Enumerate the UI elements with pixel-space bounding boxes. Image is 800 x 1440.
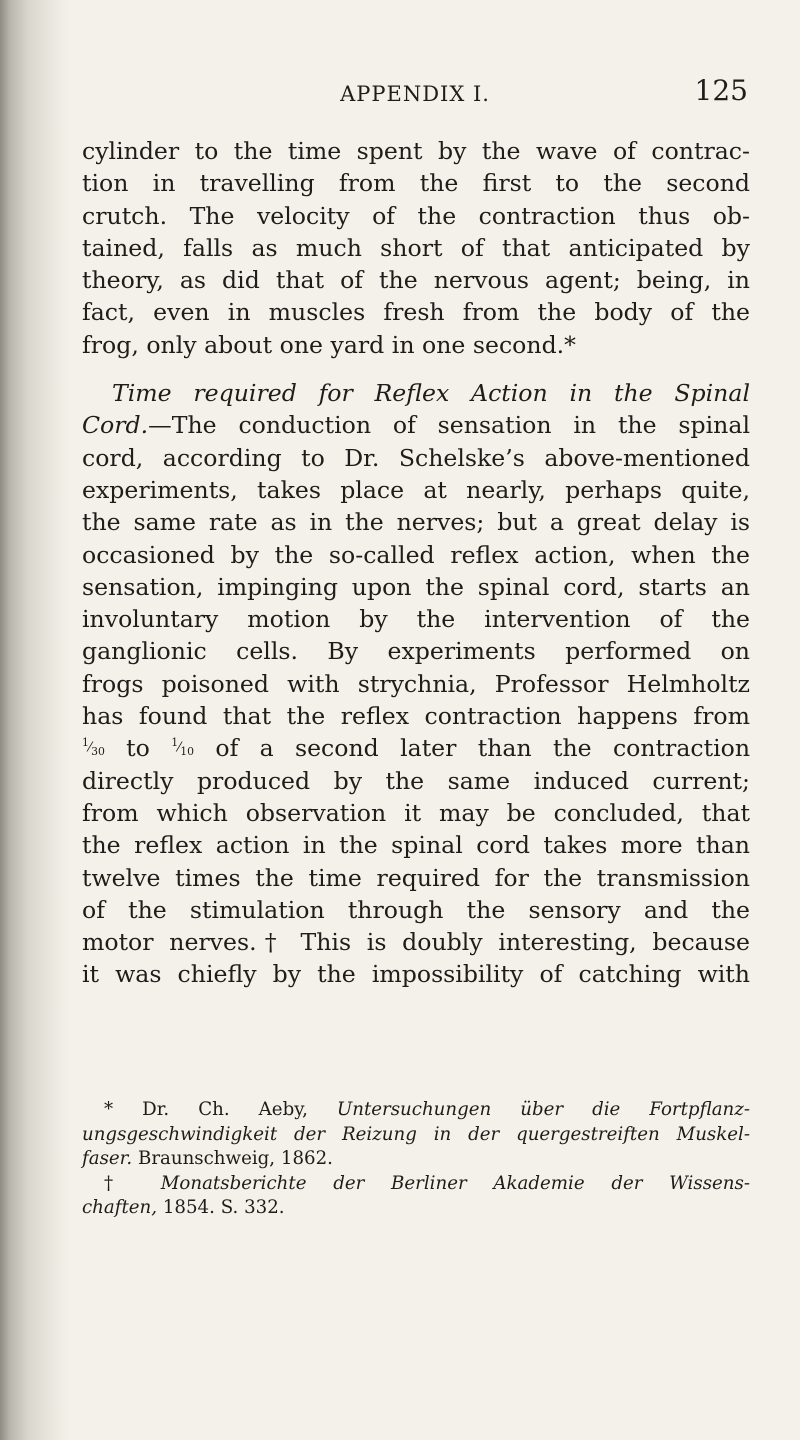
- footnote-1-author: * Dr. Ch. Aeby,: [104, 1099, 308, 1120]
- text-line: twelve times the time required for the transmission: [82, 863, 750, 892]
- text-line: [82, 409, 750, 441]
- text-line: occasioned by the so-called reflex action, when the: [82, 540, 750, 569]
- fraction-one-tenth: $^1⁄_{10}$: [171, 735, 195, 758]
- body-text: [82, 135, 750, 991]
- fraction-one-thirtieth: $^1⁄_{30}$: [82, 735, 105, 758]
- footnote-1-line-end: [82, 1147, 750, 1172]
- text-line: ganglionic cells. By experiments performed on: [82, 637, 750, 666]
- fraction-numerator: 1: [171, 735, 179, 749]
- text-line: cylinder to the time spent by the wave of contrac-: [82, 137, 750, 165]
- text-line-fraction: [82, 732, 750, 764]
- text-line: motor nerves.† This is doubly interesting, because: [82, 928, 750, 957]
- text-line: crutch. The velocity of the contraction thus ob-: [82, 201, 750, 230]
- footnote-1-imprint: Braunschweig, 1862.: [137, 1148, 333, 1169]
- text-line: frogs poisoned with strychnia, Professor Helmholtz: [82, 669, 750, 698]
- footnote-1-title-cont: ungsgeschwindigkeit der Reizung in der quergestreiften Muskel-: [82, 1123, 750, 1145]
- text-line: tion in travelling from the first to the second: [82, 169, 750, 198]
- footnote-2-mark: †: [104, 1172, 135, 1194]
- footnotes: [82, 1098, 750, 1221]
- text-line: has found that the reflex contraction happens from: [82, 702, 750, 731]
- paragraph-gap: [82, 361, 750, 377]
- text-line: of the stimulation through the sensory and the: [82, 895, 750, 924]
- footnote-1-line: [82, 1098, 750, 1123]
- section-heading-end: Cord.: [82, 411, 149, 440]
- text-line: directly produced by the same induced current;: [82, 766, 750, 795]
- footnote-1-title-end: faser.: [82, 1148, 133, 1169]
- fraction-denominator: 10: [180, 744, 195, 758]
- text-line: tained, falls as much short of that anticipated by: [82, 233, 750, 262]
- footnote-2-title: Monatsberichte der Berliner Akademie der Wissens-: [160, 1172, 750, 1194]
- footnote-1-title: Untersuchungen über die Fortpflanz-: [336, 1099, 750, 1120]
- footnote-2-line-end: [82, 1196, 750, 1221]
- text-line: theory, as did that of the nervous agent; being, in: [82, 266, 750, 295]
- running-head: [82, 74, 748, 114]
- text-line: involuntary motion by the intervention of the: [82, 605, 750, 634]
- text-line: frog, only about one yard in one second.*: [82, 330, 576, 359]
- fraction-numerator: 1: [82, 735, 89, 749]
- fraction-denominator: 30: [91, 744, 105, 758]
- page-number: 125: [694, 74, 748, 107]
- fraction-connector: to: [126, 734, 150, 763]
- text-line: experiments, takes place at nearly, perhaps quite,: [82, 475, 750, 504]
- text-line: cord, according to Dr. Schelske’s above-mentioned: [82, 443, 750, 472]
- text-line: sensation, impinging upon the spinal cord, starts an: [82, 572, 750, 601]
- text-line: the same rate as in the nerves; but a great delay is: [82, 508, 750, 537]
- running-title: APPENDIX I.: [340, 82, 490, 106]
- text-line: it was chiefly by the impossibility of catching with: [82, 960, 750, 989]
- text-line-rest: of a second later than the contraction: [215, 734, 751, 763]
- footnote-2-title-end: chaften,: [82, 1197, 158, 1218]
- text-line: the reflex action in the spinal cord takes more than: [82, 831, 750, 860]
- section-heading: Time required for Reflex Action in the Spinal: [112, 379, 750, 408]
- footnote-2-line: [82, 1172, 750, 1197]
- text-line: from which observation it may be concluded, that: [82, 798, 750, 827]
- footnote-2-imprint: 1854. S. 332.: [162, 1197, 285, 1218]
- text-line: fact, even in muscles fresh from the body of the: [82, 298, 750, 327]
- text-line-rest: —The conduction of sensation in the spinal: [148, 411, 750, 440]
